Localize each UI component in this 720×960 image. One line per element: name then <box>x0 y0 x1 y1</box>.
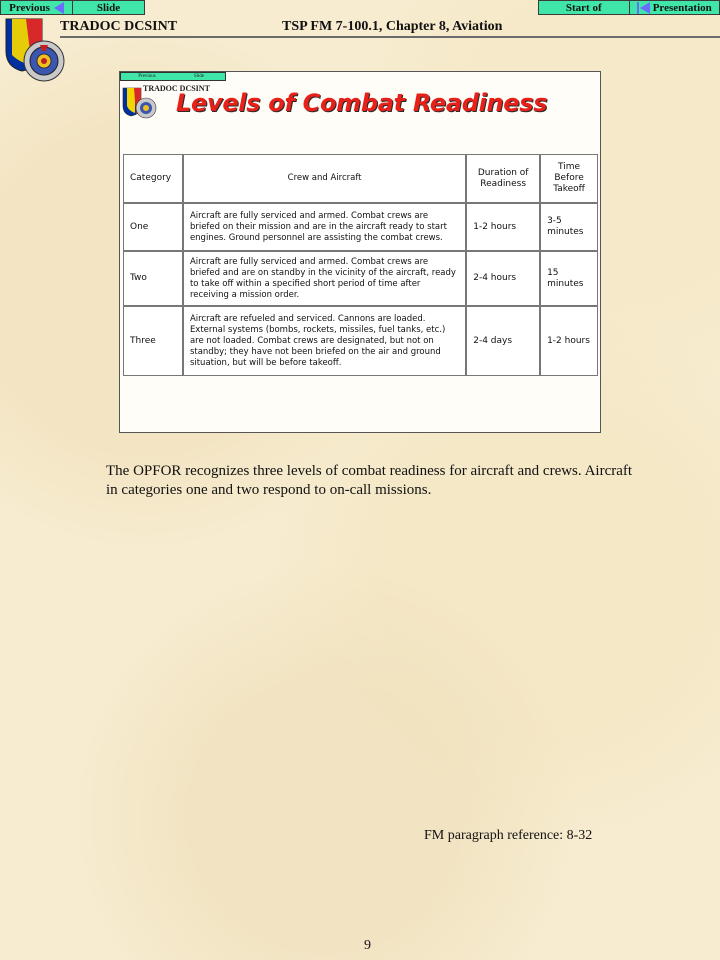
previous-segment[interactable] <box>1 1 72 14</box>
org-name: TRADOC DCSINT <box>60 19 178 34</box>
header-category: Category <box>123 154 183 203</box>
fm-reference: FM paragraph reference: 8-32 <box>424 828 593 843</box>
slide-org-name: TRADOC DCSINT <box>143 84 210 93</box>
cell-time: 15 minutes <box>540 251 598 306</box>
cell-crew-aircraft: Aircraft are refueled and serviced. Cannons are loaded. External systems (bombs, rockets, missiles, fuel tanks, etc.) are not loaded. Combat crews are designated, but not on standby; they have not been briefed on the air and ground situation, but will be before takeoff. <box>183 306 466 376</box>
tradoc-logo <box>2 15 66 87</box>
cell-category: One <box>123 203 183 251</box>
slide-segment[interactable] <box>73 1 144 14</box>
slide-label: Slide <box>96 1 121 14</box>
previous-label: Previous <box>9 1 50 14</box>
header-time-before-takeoff: Time Before Takeoff <box>540 154 598 203</box>
cell-duration: 2-4 days <box>466 306 540 376</box>
cell-time: 3-5 minutes <box>540 203 598 251</box>
arrow-left-icon <box>54 2 64 14</box>
cell-duration: 2-4 hours <box>466 251 540 306</box>
page-title: TSP FM 7-100.1, Chapter 8, Aviation <box>282 19 503 34</box>
notes-text: The OPFOR recognizes three levels of combat readiness for aircraft and crews. Aircraft in categories one and two respond to on-call missions. <box>106 463 633 498</box>
cell-category: Three <box>123 306 183 376</box>
start-of-label: Start of <box>565 1 602 14</box>
table-row <box>123 203 598 251</box>
header-duration: Duration of Readiness <box>466 154 540 203</box>
start-of-presentation-button[interactable] <box>538 0 720 15</box>
mini-slide-label: Slide <box>193 74 205 79</box>
cell-time: 1-2 hours <box>540 306 598 376</box>
start-of-segment[interactable] <box>539 1 629 14</box>
header-divider <box>60 36 720 38</box>
slide-title: Levels of Combat Readiness <box>176 89 548 117</box>
previous-slide-button[interactable] <box>0 0 145 15</box>
readiness-table <box>123 154 598 376</box>
mini-previous-label: Previous <box>138 74 156 79</box>
cell-crew-aircraft: Aircraft are fully serviced and armed. Combat crews are briefed and are on standby in the vicinity of the aircraft, ready to take off within a specified short period of time after receiving a mission order. <box>183 251 466 306</box>
table-header-row <box>123 154 598 203</box>
skip-back-icon <box>637 2 650 14</box>
cell-crew-aircraft: Aircraft are fully serviced and armed. Combat crews are briefed on their mission and are in the aircraft ready to start engines. Ground personnel are assisting the combat crews. <box>183 203 466 251</box>
slide-mini-nav <box>120 72 226 81</box>
presentation-label: Presentation <box>652 1 712 14</box>
page-number: 9 <box>364 938 371 953</box>
presentation-segment[interactable] <box>630 1 720 14</box>
table-row <box>123 251 598 306</box>
cell-category: Two <box>123 251 183 306</box>
header-crew-aircraft: Crew and Aircraft <box>183 154 466 203</box>
cell-duration: 1-2 hours <box>466 203 540 251</box>
table-row <box>123 306 598 376</box>
